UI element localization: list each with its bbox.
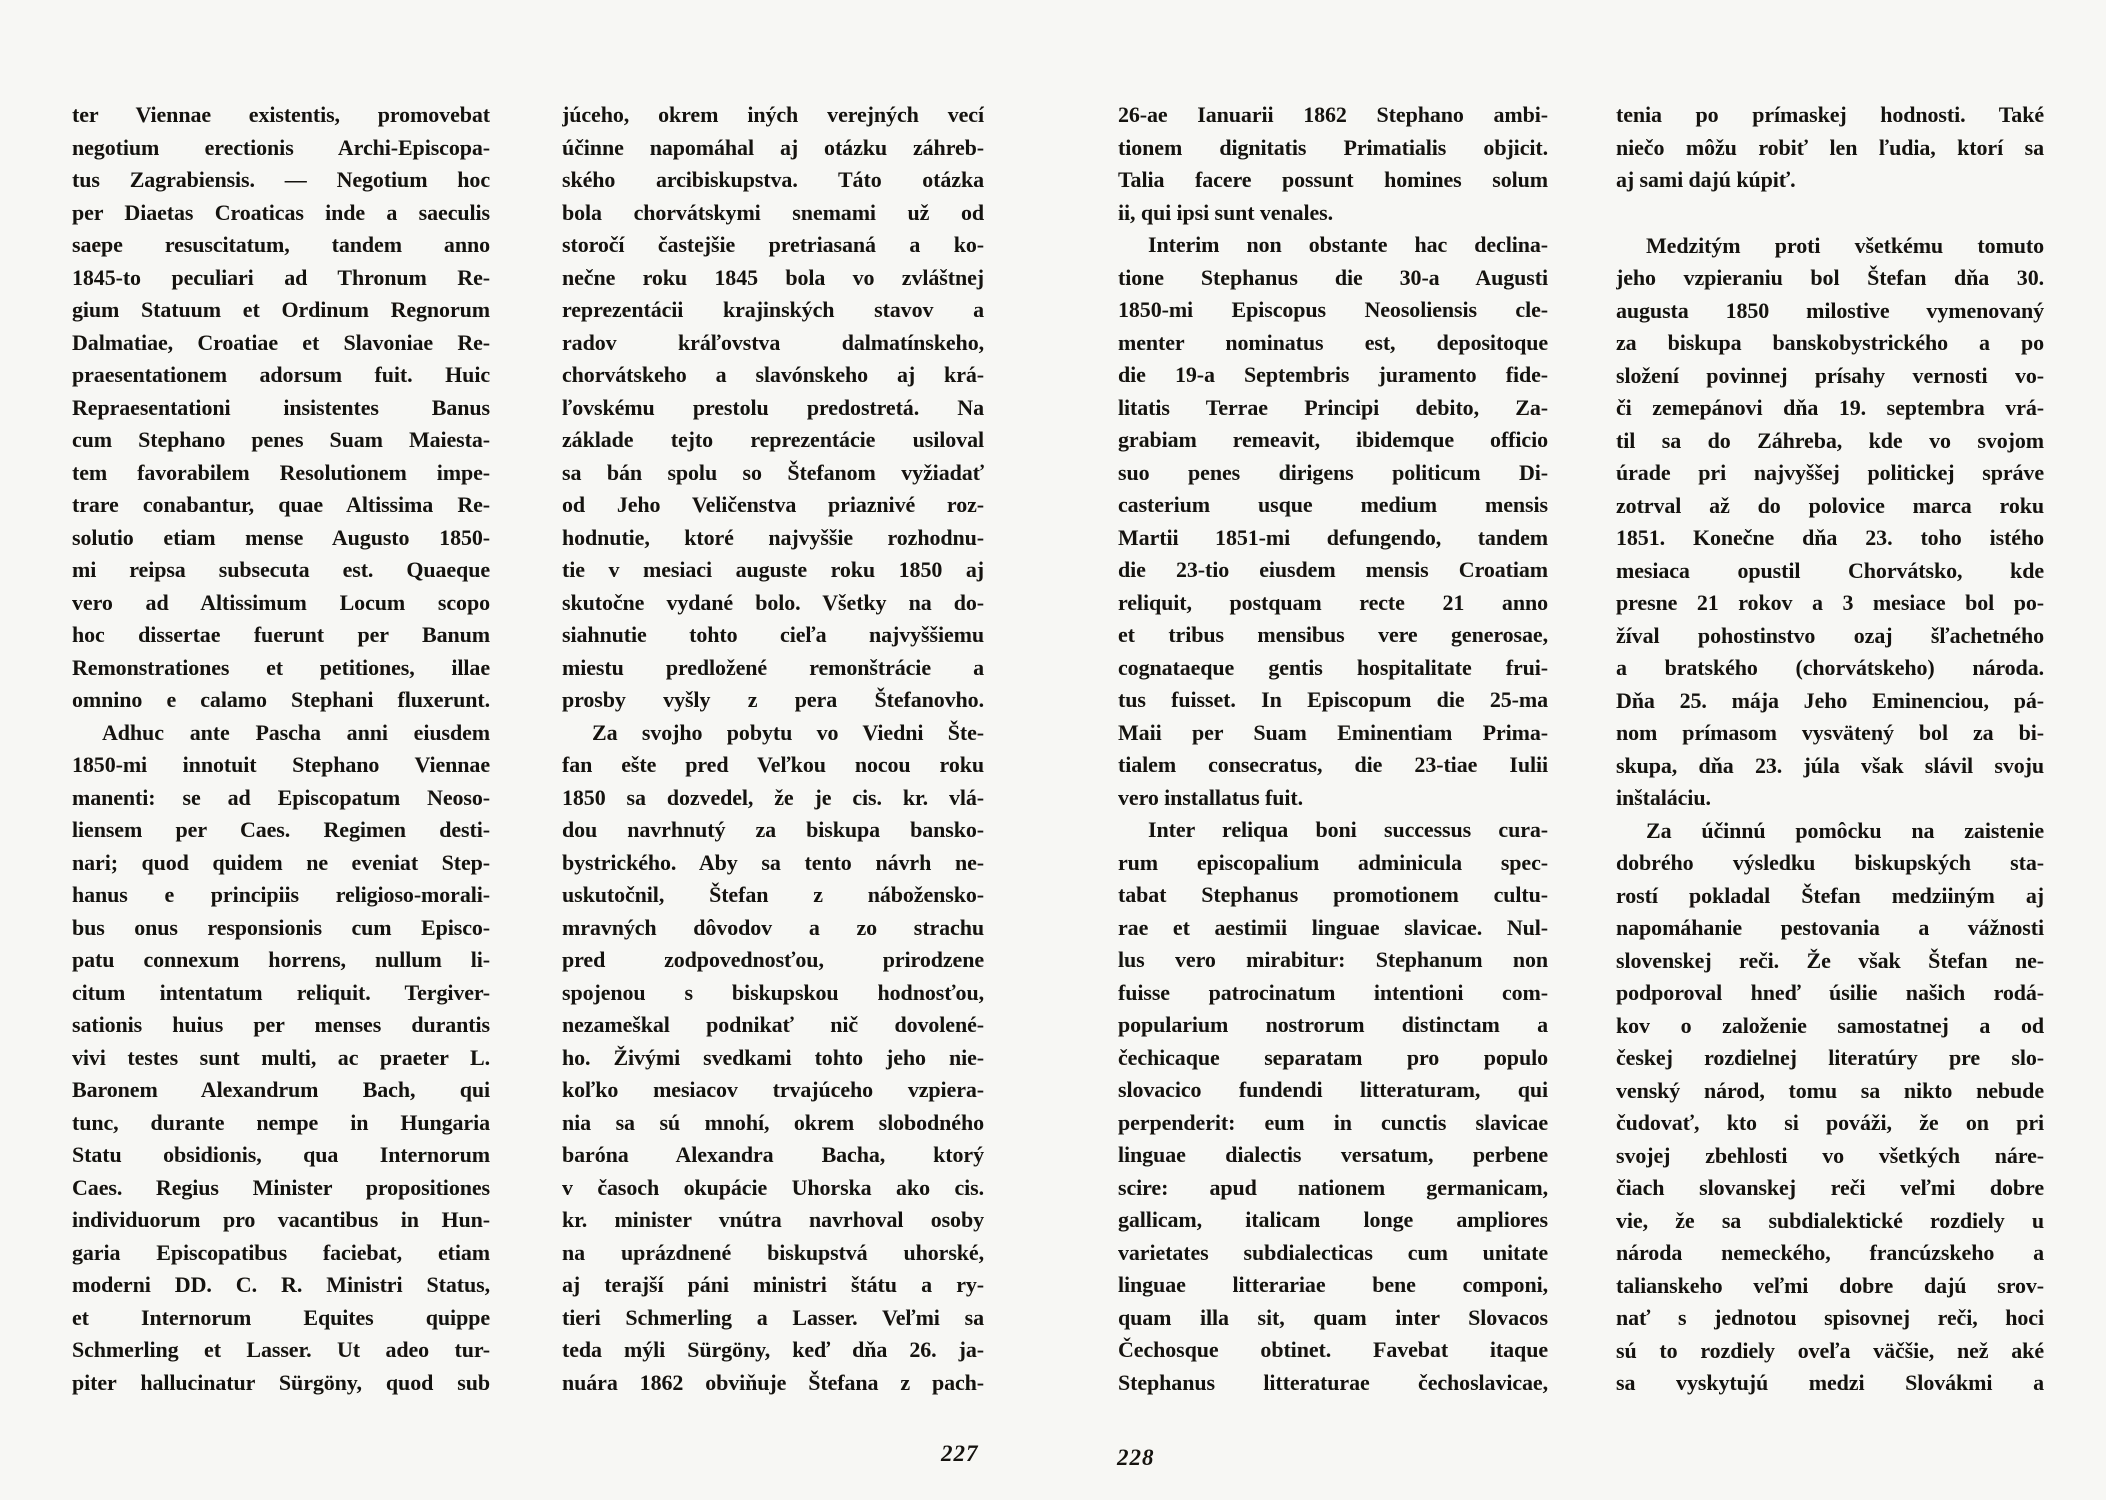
text-line: tialem consecratus, die 23-tiae Iulii — [1118, 752, 1548, 777]
page-number-228: 228 — [1117, 1445, 1155, 1470]
text-line: individuorum pro vacantibus in Hun- — [72, 1207, 490, 1232]
text-line: 1850-mi Episcopus Neosoliensis cle- — [1118, 297, 1548, 322]
text-line: prosby vyšly z pera Štefanovho. — [562, 687, 984, 712]
text-line: skupa, dňa 23. júla však slávil svoju — [1616, 752, 2044, 778]
text-line: miestu predložené remonštrácie a — [562, 654, 984, 680]
text-line: napomáhanie pestovania a vážnosti — [1616, 915, 2044, 940]
text-line: 1850-mi innotuit Stephano Viennae — [72, 752, 490, 777]
page-number-227: 227 — [941, 1441, 979, 1466]
text-line: vero ad Altissimum Locum scopo — [72, 589, 490, 615]
text-line: sa bán spolu so Štefanom vyžiadať — [562, 459, 984, 485]
text-line: garia Episcopatibus faciebat, etiam — [72, 1239, 490, 1265]
text-line: vero installatus fuit. — [1118, 784, 1304, 810]
text-line: piter hallucinatur Sürgöny, quod sub — [72, 1369, 490, 1395]
text-line: pred zodpovednosťou, prirodzene — [562, 947, 984, 972]
text-line: varietates subdialecticas cum unitate — [1118, 1239, 1548, 1265]
text-line: Medzitým proti všetkému tomuto — [1646, 232, 2044, 258]
text-line: lus vero mirabitur: Stephanum non — [1118, 947, 1548, 972]
text-line: bola chorvátskymi snemami už od — [562, 199, 984, 225]
text-line: bystrického. Aby sa tento návrh ne- — [562, 849, 984, 875]
text-line: inštaláciu. — [1616, 785, 1711, 810]
text-line: siahnutie tohto cieľa najvyššiemu — [562, 622, 984, 647]
text-line: tenia po prímaskej hodnosti. Také — [1616, 102, 2044, 127]
text-line: tabat Stephanus promotionem cultu- — [1118, 882, 1548, 907]
text-line: zotrval až do polovice marca roku — [1616, 492, 2044, 518]
text-line: linguae litterariae bene componi, — [1118, 1272, 1548, 1297]
text-line: venský národ, tomu sa nikto nebude — [1616, 1077, 2044, 1103]
text-line: jeho vzpieraniu bol Štefan dňa 30. — [1616, 265, 2044, 290]
text-line: hanus e principiis religioso-morali- — [72, 882, 490, 907]
text-line: Maii per Suam Eminentiam Prima- — [1118, 719, 1548, 745]
text-line: základe tejto reprezentácie usiloval — [562, 427, 984, 452]
text-line: nať s jednotou spisovnej reči, hoci — [1616, 1305, 2044, 1330]
text-line: 26-ae Ianuarii 1862 Stephano ambi- — [1118, 102, 1548, 127]
text-line: tunc, durante nempe in Hungaria — [72, 1109, 490, 1135]
text-line: rae et aestimii linguae slavicae. Nul- — [1118, 914, 1548, 940]
text-line: die 23-tio eiusdem mensis Croatiam — [1118, 557, 1548, 582]
text-line: rum episcopalium adminicula spec- — [1118, 849, 1548, 875]
text-line: nari; quod quidem ne eveniat Step- — [72, 849, 490, 875]
text-line: citum intentatum reliquit. Tergiver- — [72, 979, 490, 1005]
text-line: účinne napomáhal aj otázku záhreb- — [562, 134, 984, 160]
text-line: svojej zbehlosti vo všetkých náre- — [1616, 1142, 2044, 1168]
text-line: presne 21 rokov a 3 mesiace bol po- — [1616, 590, 2044, 615]
text-line: slovacico fundendi litteraturam, qui — [1118, 1077, 1548, 1102]
text-line: čudovať, kto si pováži, že on pri — [1616, 1110, 2044, 1135]
text-line: casterium usque medium mensis — [1118, 492, 1548, 517]
text-line: Dalmatiae, Croatiae et Slavoniae Re- — [72, 329, 490, 355]
text-line: Adhuc ante Pascha anni eiusdem — [102, 719, 490, 745]
text-line: rostí pokladal Štefan medziiným aj — [1616, 882, 2044, 908]
text-line: Repraesentationi insistentes Banus — [72, 394, 490, 420]
text-line: Za svojho pobytu vo Viedni Šte- — [592, 719, 984, 745]
text-line: hodnutie, ktoré najvyššie rozhodnu- — [562, 524, 984, 550]
text-line: kr. minister vnútra navrhoval osoby — [562, 1207, 984, 1232]
text-line: bus onus responsionis cum Episco- — [72, 914, 490, 940]
page-228-column-left — [1118, 99, 1548, 1399]
text-line: Schmerling et Lasser. Ut adeo tur- — [72, 1337, 490, 1362]
text-line: gium Statuum et Ordinum Regnorum — [72, 297, 490, 322]
text-line: grabiam remeavit, ibidemque officio — [1118, 427, 1548, 452]
text-line: dobrého výsledku biskupských sta- — [1616, 850, 2044, 875]
text-line: tus Zagrabiensis. — Negotium hoc — [72, 167, 490, 192]
text-line: teda mýli Sürgöny, keď dňa 26. ja- — [562, 1337, 984, 1362]
text-line: mravných dôvodov a zo strachu — [562, 914, 984, 940]
text-line: hoc dissertae fuerunt per Banum — [72, 622, 490, 647]
text-line: quam illa sit, quam inter Slovacos — [1118, 1304, 1548, 1330]
text-line: Interim non obstante hac declina- — [1148, 232, 1548, 257]
text-line: od Jeho Veličenstva priaznivé roz- — [562, 492, 984, 517]
text-line: 1850 sa dozvedel, že je cis. kr. vlá- — [562, 784, 984, 810]
text-line: júceho, okrem iných verejných vecí — [562, 102, 984, 127]
text-line: za biskupa banskobystrického a po — [1616, 330, 2044, 355]
text-line: tem favorabilem Resolutionem impe- — [72, 459, 490, 485]
text-line: menter nominatus est, depositoque — [1118, 329, 1548, 355]
text-line: praesentationem adorsum fuit. Huic — [72, 362, 490, 387]
text-line: chorvátskeho a slavónskeho aj krá- — [562, 362, 984, 387]
text-line: či zemepánovi dňa 19. septembra vrá- — [1616, 395, 2044, 420]
text-line: Baronem Alexandrum Bach, qui — [72, 1077, 490, 1102]
text-line: Martii 1851-mi defungendo, tandem — [1118, 524, 1548, 550]
text-line: Inter reliqua boni successus cura- — [1148, 817, 1548, 842]
text-line: aj sami dajú kúpiť. — [1616, 167, 1796, 192]
text-line: Talia facere possunt homines solum — [1118, 167, 1548, 192]
text-line: popularium nostrorum distinctam a — [1118, 1012, 1548, 1037]
text-line: fuisse patrocinatum intentioni com- — [1118, 979, 1548, 1005]
text-line: et tribus mensibus vere generosae, — [1118, 622, 1548, 647]
text-line: Remonstrationes et petitiones, illae — [72, 654, 490, 680]
text-line: mi reipsa subsecuta est. Quaeque — [72, 557, 490, 582]
text-line: ii, qui ipsi sunt venales. — [1118, 199, 1334, 225]
text-line: saepe resuscitatum, tandem anno — [72, 232, 490, 257]
text-line: tie v mesiaci auguste roku 1850 aj — [562, 557, 984, 582]
text-line: úrade pri najvyššej politickej správe — [1616, 460, 2044, 485]
text-line: ľovskému prestolu predostretá. Na — [562, 394, 984, 420]
text-line: tionem dignitatis Primatialis objicit. — [1118, 134, 1548, 160]
text-line: tus fuisset. In Episcopum die 25-ma — [1118, 687, 1548, 712]
text-line: liensem per Caes. Regimen desti- — [72, 817, 490, 842]
text-line: Stephanus litteraturae čechoslavicae, — [1118, 1369, 1548, 1395]
text-line: nezameškal podnikať nič dovolené- — [562, 1012, 984, 1037]
text-line: tione Stephanus die 30-a Augusti — [1118, 264, 1548, 290]
text-line: nečne roku 1845 bola vo zvláštnej — [562, 264, 984, 290]
text-line: Dňa 25. mája Jeho Eminenciou, pá- — [1616, 687, 2044, 713]
page-227-column-right — [562, 99, 984, 1399]
text-line: koľko mesiacov trvajúceho vzpiera- — [562, 1077, 984, 1102]
text-line: omnino e calamo Stephani fluxerunt. — [72, 687, 490, 712]
text-line: složení povinnej prísahy vernosti vo- — [1616, 362, 2044, 388]
text-line: suo penes dirigens politicum Di- — [1118, 459, 1548, 485]
text-line: dou navrhnutý za biskupa bansko- — [562, 817, 984, 842]
text-line: Caes. Regius Minister propositiones — [72, 1174, 490, 1200]
text-line: aj terajší páni ministri štátu a ry- — [562, 1272, 984, 1297]
text-line: ter Viennae existentis, promovebat — [72, 102, 490, 127]
text-line: scire: apud nationem germanicam, — [1118, 1174, 1548, 1200]
text-line: 1851. Konečne dňa 23. toho istého — [1616, 525, 2044, 550]
text-line: trare conabantur, quae Altissima Re- — [72, 492, 490, 517]
text-line: Statu obsidionis, qua Internorum — [72, 1142, 490, 1167]
text-line: negotium erectionis Archi-Episcopa- — [72, 134, 490, 160]
text-line: spojenou s biskupskou hodnosťou, — [562, 979, 984, 1005]
text-line: per Diaetas Croaticas inde a saeculis — [72, 199, 490, 225]
text-line: uskutočnil, Štefan z nábožensko- — [562, 882, 984, 907]
text-line: slovenskej reči. Že však Štefan ne- — [1616, 947, 2044, 973]
text-line: na uprázdnené biskupstvá uhorské, — [562, 1239, 984, 1265]
text-line: fan ešte pred Veľkou nocou roku — [562, 752, 984, 777]
text-line: 1845-to peculiari ad Thronum Re- — [72, 264, 490, 290]
page-227-column-left — [72, 99, 490, 1399]
text-line: tieri Schmerling a Lasser. Veľmi sa — [562, 1304, 984, 1330]
text-line: reprezentácii krajinských stavov a — [562, 297, 984, 322]
text-line: českej rozdielnej literatúry pre slo- — [1616, 1045, 2044, 1070]
text-line: a bratského (chorvátskeho) národa. — [1616, 655, 2044, 680]
text-line: skutočne vydané bolo. Všetky na do- — [562, 589, 984, 615]
text-line: Čechosque obtinet. Favebat itaque — [1118, 1337, 1548, 1362]
text-line: baróna Alexandra Bacha, ktorý — [562, 1142, 984, 1167]
text-line: solutio etiam mense Augusto 1850- — [72, 524, 490, 550]
page-228-column-right — [1616, 99, 2044, 1400]
text-line: sú to rozdiely oveľa väčšie, než aké — [1616, 1337, 2044, 1363]
text-line: cum Stephano penes Suam Maiesta- — [72, 427, 490, 452]
text-line: perpenderit: eum in cunctis slavicae — [1118, 1109, 1548, 1135]
text-line: gallicam, italicam longe ampliores — [1118, 1207, 1548, 1232]
text-line: talianskeho veľmi dobre dajú srov- — [1616, 1272, 2044, 1298]
text-line: reliquit, postquam recte 21 anno — [1118, 589, 1548, 615]
text-line: čiach slovanskej reči veľmi dobre — [1616, 1175, 2044, 1200]
text-line: mesiaca opustil Chorvátsko, kde — [1616, 557, 2044, 583]
text-line: ho. Živými svedkami tohto jeho nie- — [562, 1044, 984, 1070]
text-line: sa vyskytujú medzi Slovákmi a — [1616, 1370, 2044, 1395]
text-line: nia sa sú mnohí, okrem slobodného — [562, 1109, 984, 1135]
text-line: cognataeque gentis hospitalitate frui- — [1118, 654, 1548, 680]
text-line: linguae dialectis versatum, perbene — [1118, 1142, 1548, 1167]
text-line: žíval pohostinstvo ozaj šľachetného — [1616, 622, 2044, 648]
text-line: et Internorum Equites quippe — [72, 1304, 490, 1330]
text-line: niečo môžu robiť len ľudia, ktorí sa — [1616, 134, 2044, 160]
text-line: til sa do Záhreba, kde vo svojom — [1616, 427, 2044, 453]
text-line: patu connexum horrens, nullum li- — [72, 947, 490, 972]
text-line: podporoval hneď úsilie našich rodá- — [1616, 980, 2044, 1005]
text-line: ského arcibiskupstva. Táto otázka — [562, 167, 984, 192]
text-line: čechicaque separatam pro populo — [1118, 1044, 1548, 1070]
text-line: nuára 1862 obviňuje Štefana z pach- — [562, 1369, 984, 1395]
text-line: nom prímasom vysvätený bol za bi- — [1616, 720, 2044, 745]
text-line: vivi testes sunt multi, ac praeter L. — [72, 1044, 490, 1070]
text-line: manenti: se ad Episcopatum Neoso- — [72, 784, 490, 810]
text-line: národa nemeckého, francúzskeho a — [1616, 1240, 2044, 1265]
text-line: augusta 1850 milostive vymenovaný — [1616, 297, 2044, 323]
text-line: kov o založenie samostatnej a od — [1616, 1012, 2044, 1038]
text-line: litatis Terrae Principi debito, Za- — [1118, 394, 1548, 420]
text-line: radov kráľovstva dalmatínskeho, — [562, 329, 984, 355]
text-line: storočí častejšie pretriasaná a ko- — [562, 232, 984, 257]
text-line: Za účinnú pomôcku na zaistenie — [1646, 817, 2044, 843]
text-line: sationis huius per menses durantis — [72, 1012, 490, 1037]
text-line: die 19-a Septembris juramento fide- — [1118, 362, 1548, 387]
text-line: moderni DD. C. R. Ministri Status, — [72, 1272, 490, 1297]
text-line: v časoch okupácie Uhorska ako cis. — [562, 1174, 984, 1200]
text-line: vie, že sa subdialektické rozdiely u — [1616, 1207, 2044, 1233]
